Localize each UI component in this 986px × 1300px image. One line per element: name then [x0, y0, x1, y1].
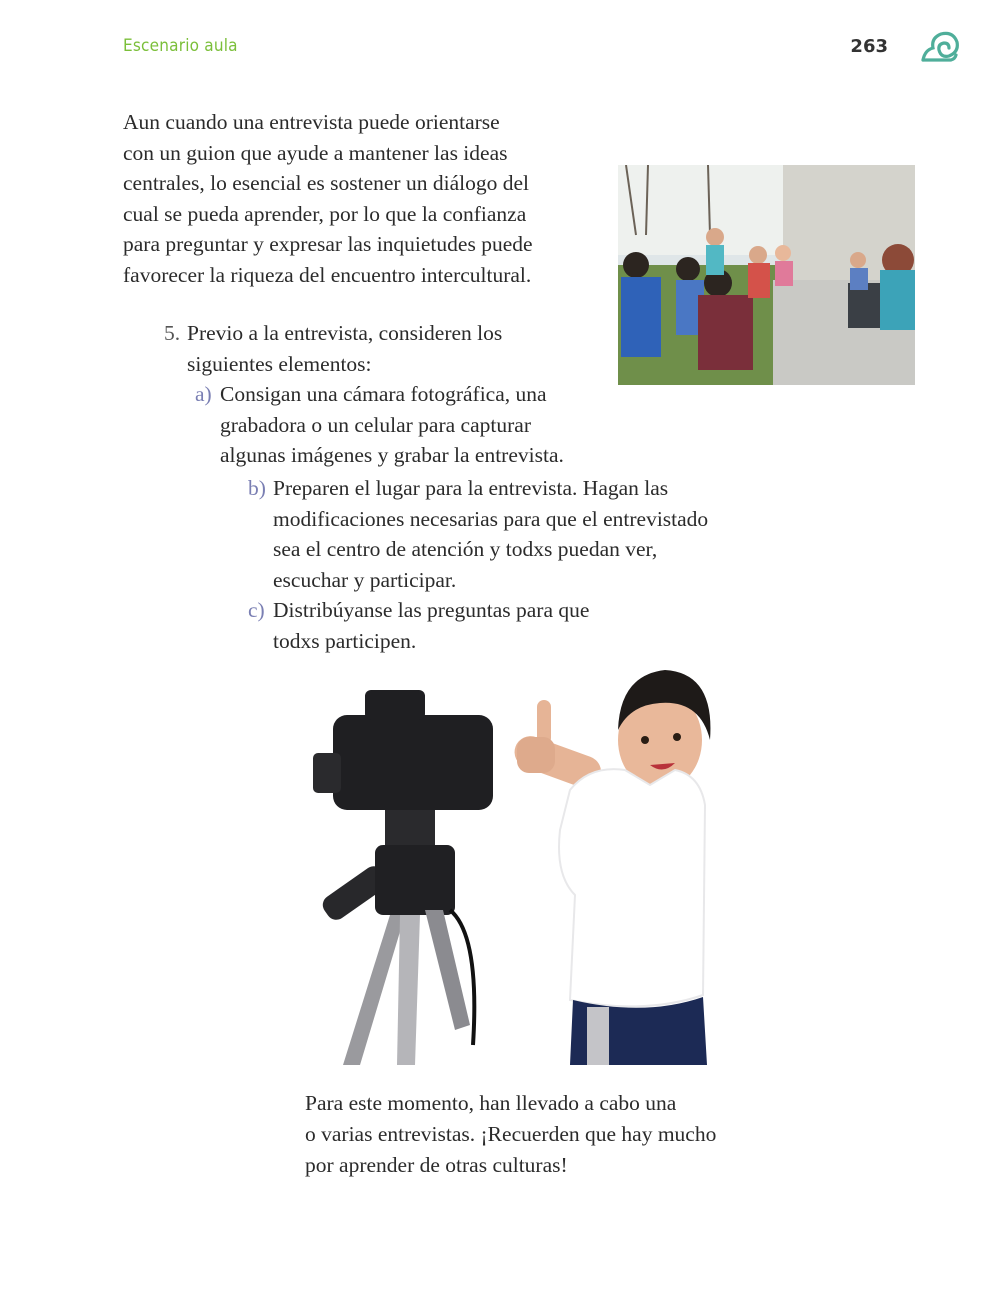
intro-line: para preguntar y expresar las inquietudes puede — [123, 232, 533, 257]
sub-item-line: escuchar y participar. — [273, 567, 457, 592]
sub-item-line: Preparen el lugar para la entrevista. Hagan las — [273, 476, 669, 500]
page-number: 263 — [850, 36, 888, 57]
list-item-line: siguientes elementos: — [187, 351, 372, 376]
sub-item-line: todxs participen. — [273, 628, 417, 653]
sub-item-marker: a) — [195, 382, 212, 406]
intro-line: con un guion que ayude a mantener las ideas — [123, 140, 508, 165]
closing-line: o varias entrevistas. ¡Recuerden que hay mucho — [305, 1122, 717, 1146]
sub-item-line: modificaciones necesarias para que el entrevistado — [273, 506, 709, 531]
sub-item-line: Consigan una cámara fotográfica, una — [220, 382, 547, 406]
intro-paragraph — [123, 107, 573, 291]
sub-item-marker: c) — [248, 598, 265, 622]
list-item-line: Previo a la entrevista, consideren los — [187, 321, 503, 345]
sub-item-b — [248, 473, 709, 595]
list-marker: 5. — [164, 321, 181, 345]
header-section-title: Escenario aula — [123, 36, 238, 56]
intro-line: cual se pueda aprender, por lo que la confianza — [123, 201, 527, 226]
sub-item-a — [195, 379, 564, 471]
sub-item-line: grabadora o un celular para capturar — [220, 412, 531, 437]
closing-paragraph — [305, 1088, 716, 1181]
sub-item-marker: b) — [248, 476, 266, 500]
intro-line: centrales, lo esencial es sostener un diálogo del — [123, 171, 529, 196]
children-interview-photo — [618, 165, 915, 385]
intro-line: favorecer la riqueza del encuentro intercultural. — [123, 262, 532, 287]
sub-item-line: algunas imágenes y grabar la entrevista. — [220, 443, 564, 468]
closing-line: por aprender de otras culturas! — [305, 1153, 568, 1177]
snail-logo-icon — [921, 30, 959, 62]
closing-line: Para este momento, han llevado a cabo una — [305, 1091, 677, 1115]
sub-item-line: sea el centro de atención y todxs puedan ver, — [273, 537, 658, 562]
sub-item-line: Distribúyanse las preguntas para que — [273, 598, 590, 622]
list-item-5 — [164, 318, 503, 379]
intro-line: Aun cuando una entrevista puede orientarse — [123, 110, 500, 134]
boy-thumbs-up-camera-photo — [305, 645, 715, 1065]
